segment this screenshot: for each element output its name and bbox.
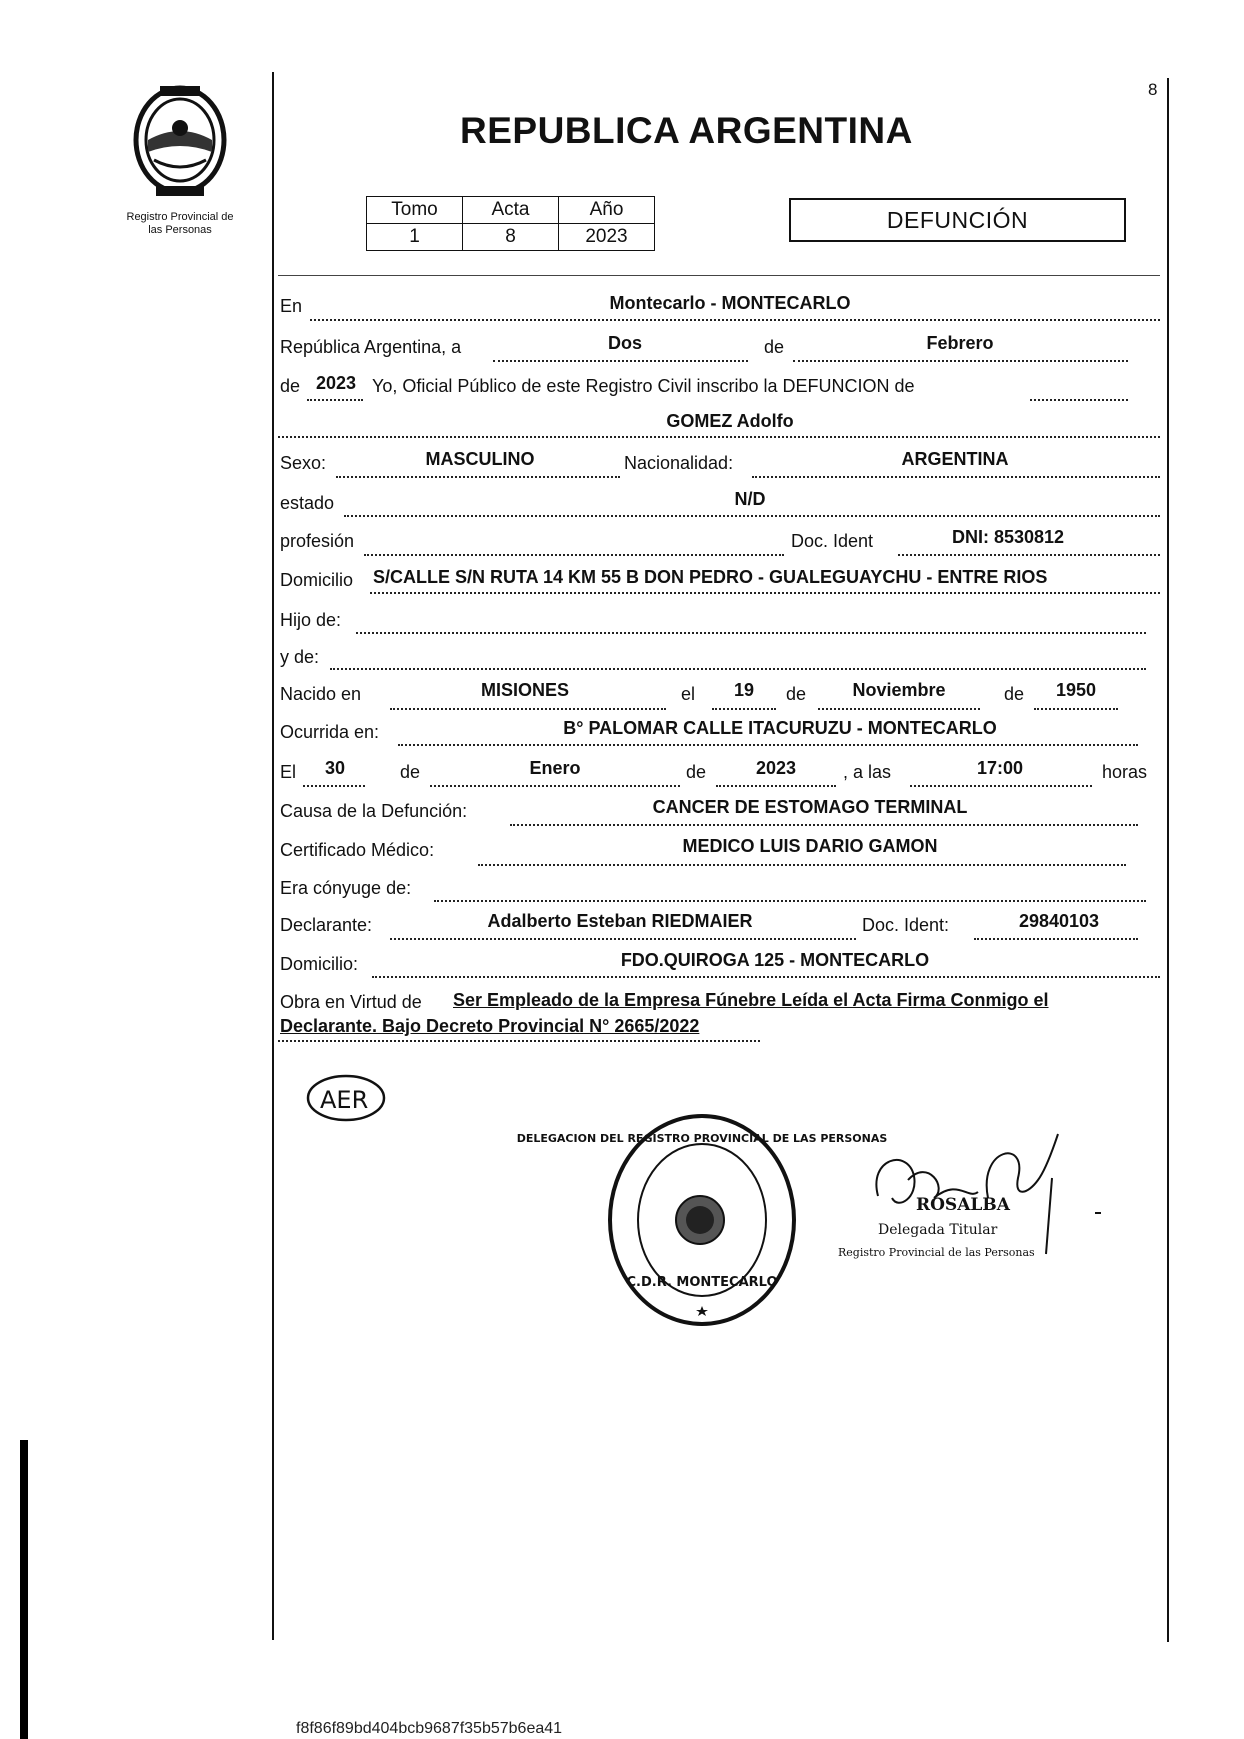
certificado-value: MEDICO LUIS DARIO GAMON	[682, 836, 938, 856]
record-type-box: DEFUNCIÓN	[789, 198, 1126, 242]
dotted-line	[372, 976, 1160, 978]
right-margin-line	[1167, 78, 1169, 1642]
dotted-line	[974, 938, 1138, 940]
page-title: REPUBLICA ARGENTINA	[460, 110, 913, 151]
acta-header: Acta	[463, 197, 559, 224]
declarante-label: Declarante:	[280, 915, 373, 935]
nacimiento-dia: 19	[733, 680, 755, 700]
dotted-line	[303, 785, 365, 787]
obra-text-line-1: Ser Empleado de la Empresa Fúnebre Leída el Acta Firma Conmigo el	[453, 990, 1049, 1010]
doc-ident-value: DNI: 8530812	[951, 527, 1065, 547]
yo-text: Yo, Oficial Público de este Registro Civil inscribo la DEFUNCION de	[372, 376, 915, 396]
dotted-line	[752, 476, 1160, 478]
left-margin-line	[272, 72, 274, 1640]
document-hash: f8f86f89bd404bcb9687f35b57b6ea41	[296, 1720, 563, 1737]
defuncion-hora: 17:00	[976, 758, 1024, 778]
domicilio-value: S/CALLE S/N RUTA 14 KM 55 B DON PEDRO - GUALEGUAYCHU - ENTRE RIOS	[373, 567, 1048, 587]
dotted-line	[307, 399, 363, 401]
registry-table	[366, 196, 655, 251]
official-signature	[838, 1118, 1098, 1270]
ocurrida-value: B° PALOMAR CALLE ITACURUZU - MONTECARLO	[563, 718, 997, 738]
el-label: el	[681, 684, 696, 704]
oval-stamp-text: DELEGACION DEL REGISTRO PROVINCIAL DE LAS PERSONAS	[516, 1132, 888, 1145]
de-label: de	[1004, 684, 1025, 704]
official-oval-stamp	[516, 1110, 888, 1330]
sexo-label: Sexo:	[280, 453, 327, 473]
dotted-line	[390, 938, 856, 940]
tomo-value: 1	[367, 224, 463, 251]
dotted-line	[344, 515, 1160, 517]
anio-value: 2023	[559, 224, 655, 251]
nacionalidad-value: ARGENTINA	[901, 449, 1009, 469]
deceased-name: GOMEZ Adolfo	[666, 411, 794, 431]
acta-value: 8	[463, 224, 559, 251]
en-value: Montecarlo - MONTECARLO	[609, 293, 851, 313]
domicilio-2-value: FDO.QUIROGA 125 - MONTECARLO	[620, 950, 930, 970]
tomo-header: Tomo	[367, 197, 463, 224]
obra-text-line-2: Declarante. Bajo Decreto Provincial N° 2665/2022	[280, 1016, 700, 1036]
dotted-line	[1030, 399, 1128, 401]
estado-value: N/D	[734, 489, 766, 509]
nacimiento-mes: Noviembre	[852, 680, 946, 700]
declarante-value: Adalberto Esteban RIEDMAIER	[487, 911, 753, 931]
republica-label: República Argentina, a	[280, 337, 462, 357]
doc-ident-2-label: Doc. Ident:	[862, 915, 950, 935]
ocurrida-label: Ocurrida en:	[280, 722, 380, 742]
mark-dash	[1095, 1212, 1101, 1214]
day-words-value: Dos	[607, 333, 642, 353]
en-label: En	[280, 296, 303, 316]
doc-ident-label: Doc. Ident	[791, 531, 874, 551]
row-rule	[278, 275, 1160, 276]
month-value: Febrero	[926, 333, 994, 353]
defuncion-anio: 2023	[755, 758, 797, 778]
dotted-line	[818, 708, 980, 710]
year-value: 2023	[315, 373, 357, 393]
conyuge-label: Era cónyuge de:	[280, 878, 412, 898]
de-label: de	[400, 762, 421, 782]
nacido-label: Nacido en	[280, 684, 362, 704]
domicilio-2-label: Domicilio:	[280, 954, 359, 974]
sexo-value: MASCULINO	[425, 449, 535, 469]
dotted-line	[898, 554, 1160, 556]
initials-text: AER	[320, 1086, 369, 1114]
dotted-line	[398, 744, 1138, 746]
profesion-label: profesión	[280, 531, 355, 551]
org-line-2: las Personas	[148, 224, 212, 236]
dotted-line	[370, 592, 1160, 594]
certificado-label: Certificado Médico:	[280, 840, 435, 860]
domicilio-label: Domicilio	[280, 570, 354, 590]
signature-org: Registro Provincial de las Personas	[838, 1246, 1035, 1259]
provincial-seal-logo	[130, 82, 230, 200]
nacido-value: MISIONES	[480, 680, 569, 700]
dotted-line	[434, 900, 1146, 902]
scan-edge-bar	[20, 1440, 28, 1739]
dotted-line	[278, 436, 1160, 438]
de-label: de	[686, 762, 707, 782]
obra-label: Obra en Virtud de	[280, 992, 422, 1012]
causa-value: CANCER DE ESTOMAGO TERMINAL	[652, 797, 968, 817]
dotted-line	[336, 476, 620, 478]
initials-mark	[304, 1072, 390, 1124]
horas-label: horas	[1102, 762, 1148, 782]
org-name	[110, 211, 250, 237]
dotted-line	[310, 319, 1160, 321]
a-las-label: , a las	[843, 762, 892, 782]
defuncion-mes: Enero	[529, 758, 581, 778]
dotted-line	[793, 360, 1128, 362]
dotted-line	[1034, 708, 1118, 710]
org-line-1: Registro Provincial de	[126, 211, 234, 223]
nacimiento-anio: 1950	[1055, 680, 1097, 700]
dotted-line	[390, 708, 666, 710]
de-label: de	[786, 684, 807, 704]
dotted-line	[910, 785, 1092, 787]
oval-stamp-inner-text: C.D.R. MONTECARLO	[626, 1275, 778, 1290]
de-label: de	[280, 376, 301, 396]
hijo-label: Hijo de:	[280, 610, 342, 630]
dotted-line	[356, 632, 1146, 634]
signature-title: Delegada Titular	[878, 1222, 998, 1238]
dotted-line	[493, 360, 748, 362]
dotted-line	[712, 708, 776, 710]
dotted-line	[716, 785, 836, 787]
dotted-line	[510, 824, 1138, 826]
y-de-label: y de:	[280, 647, 320, 667]
estado-label: estado	[280, 493, 335, 513]
dotted-line	[430, 785, 680, 787]
page-number: 8	[1148, 80, 1158, 99]
dotted-line	[364, 554, 784, 556]
el-label: El	[280, 762, 297, 782]
dotted-line	[330, 668, 1146, 670]
doc-ident-2-value: 29840103	[1018, 911, 1100, 931]
dotted-line	[478, 864, 1126, 866]
defuncion-dia: 30	[324, 758, 346, 778]
nacionalidad-label: Nacionalidad:	[624, 453, 734, 473]
causa-label: Causa de la Defunción:	[280, 801, 468, 821]
dotted-line	[278, 1040, 760, 1042]
signature-name: ROSALBA	[916, 1195, 1010, 1215]
anio-header: Año	[559, 197, 655, 224]
de-label: de	[764, 337, 785, 357]
